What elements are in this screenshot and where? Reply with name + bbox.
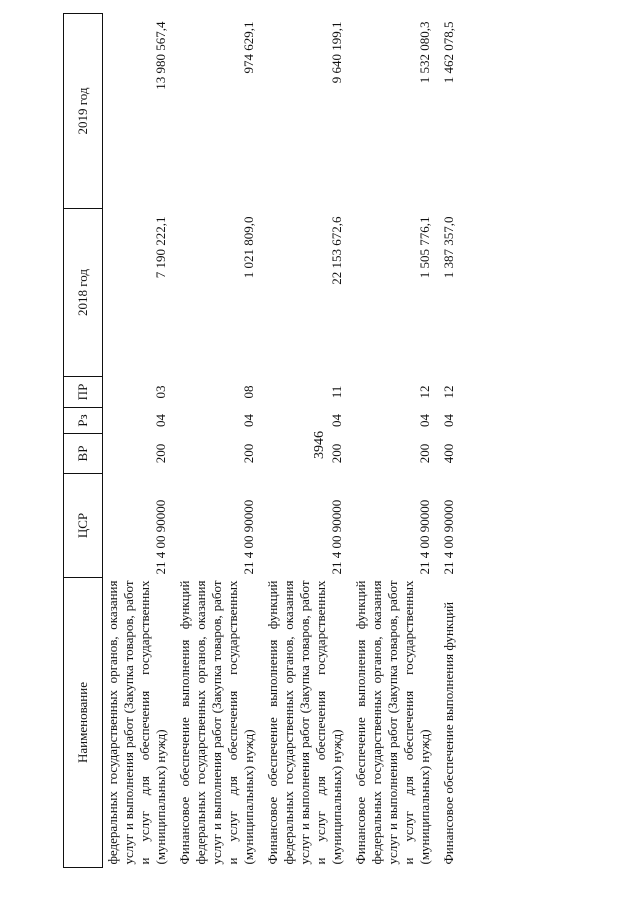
row-2018: 1 021 809,0 [241,216,256,279]
row-pr: 12 [441,385,456,399]
row-rz: 04 [241,414,256,427]
header-2019: 2019 год [64,14,103,209]
row-csr: 21 4 00 90000 [441,499,456,575]
table-row [350,14,438,868]
header-rz: Рз [64,408,103,434]
table-row [262,14,350,868]
table-row [174,14,262,868]
header-csr: ЦСР [64,474,103,578]
row-name: федеральных государственных органов, оказания услуг и выполнения работ (Закупка товаров, работ и услуг для обеспечения государственных (муниципальных) нужд) [105,580,168,865]
row-vr: 200 [329,443,344,464]
row-vr: 200 [153,443,168,464]
row-2019: 974 629,1 [241,21,256,74]
row-pr: 12 [417,385,432,399]
header-row [64,14,103,868]
header-vr: ВР [64,434,103,474]
row-2019: 1 532 080,3 [417,21,432,84]
row-2018: 7 190 222,1 [153,216,168,279]
row-rz: 04 [417,414,432,427]
row-2018: 1 505 776,1 [417,216,432,279]
header-pr: ПР [64,377,103,408]
row-vr: 200 [241,443,256,464]
header-2018: 2018 год [64,209,103,377]
row-pr: 03 [153,385,168,399]
row-rz: 04 [441,414,456,427]
row-2019: 1 462 078,5 [441,21,456,84]
row-csr: 21 4 00 90000 [241,499,256,575]
row-csr: 21 4 00 90000 [417,499,432,575]
row-pr: 08 [241,385,256,399]
row-name: Финансовое обеспечение выполнения функций федеральных государственных органов, оказания услуг и выполнения работ (Закупка товаров, работ и услуг для обеспечения государственных (муниципальных) нужд) [265,580,344,865]
row-name: Финансовое обеспечение выполнения функций федеральных государственных органов, оказания услуг и выполнения работ (Закупка товаров, работ и услуг для обеспечения государственных (муниципальных) нужд) [177,580,256,865]
table-row [438,14,462,868]
row-rz: 04 [329,414,344,427]
header-name: Наименование [64,578,103,868]
row-name: Финансовое обеспечение выполнения функций [441,601,456,865]
row-rz: 04 [153,414,168,427]
row-vr: 400 [441,443,456,464]
page-number: 3946 [312,431,327,459]
row-2019: 13 980 567,4 [153,21,168,90]
row-csr: 21 4 00 90000 [329,499,344,575]
row-2019: 9 640 199,1 [329,21,344,84]
budget-table [63,13,462,868]
row-2018: 22 153 672,6 [329,216,344,285]
row-csr: 21 4 00 90000 [153,499,168,575]
row-vr: 200 [417,443,432,464]
row-name: Финансовое обеспечение выполнения функций федеральных государственных органов, оказания услуг и выполнения работ (Закупка товаров, работ и услуг для обеспечения государственных (муниципальных) нужд) [353,580,432,865]
row-pr: 11 [329,385,344,399]
row-2018: 1 387 357,0 [441,216,456,279]
table-row [103,14,175,868]
